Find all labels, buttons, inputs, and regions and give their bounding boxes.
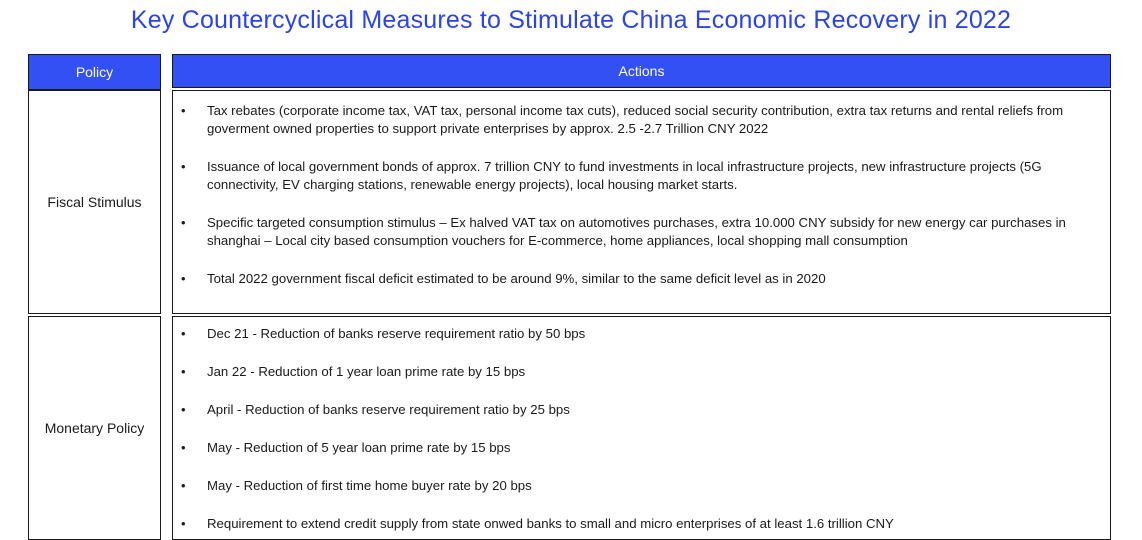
bullet-icon: • <box>181 402 186 417</box>
list-item <box>173 363 1110 381</box>
fiscal-action-text: Tax rebates (corporate income tax, VAT tax, personal income tax cuts), reduced social security contribution, extra tax returns and rental reliefs from goverment owned properties to support private enterprises by approx. 2.5 -2.7 Trillion CNY 2022 <box>207 103 1064 136</box>
list-item <box>173 515 1110 533</box>
monetary-policy-action-list <box>173 317 1110 533</box>
monetary-action-text: Jan 22 - Reduction of 1 year loan prime rate by 15 bps <box>207 364 526 379</box>
bullet-icon: • <box>181 516 186 531</box>
list-item <box>173 270 1110 288</box>
fiscal-stimulus-label: Fiscal Stimulus <box>47 194 142 210</box>
page-title: Key Countercyclical Measures to Stimulate China Economic Recovery in 2022 <box>130 6 1012 34</box>
policy-column-header <box>28 54 161 90</box>
monetary-policy-label-cell <box>28 316 161 540</box>
fiscal-stimulus-actions-cell <box>172 90 1111 314</box>
bullet-icon: • <box>181 440 186 455</box>
fiscal-stimulus-action-list <box>173 91 1110 288</box>
monetary-policy-label: Monetary Policy <box>44 420 145 436</box>
fiscal-action-text: Total 2022 government fiscal deficit estimated to be around 9%, similar to the same deficit level as in 2020 <box>207 271 826 286</box>
list-item <box>173 477 1110 495</box>
list-item <box>173 401 1110 419</box>
monetary-action-text: April - Reduction of banks reserve requirement ratio by 25 bps <box>207 402 570 417</box>
monetary-action-text: Dec 21 - Reduction of banks reserve requirement ratio by 50 bps <box>207 326 586 341</box>
list-item <box>173 439 1110 457</box>
fiscal-action-text: Issuance of local government bonds of approx. 7 trillion CNY to fund investments in local infrastructure projects, new infrastructure projects (5G connectivity, EV charging stations, renewable energy projects), local housing market starts. <box>207 159 1042 192</box>
fiscal-action-text: Specific targeted consumption stimulus – Ex halved VAT tax on automotives purchases, extra 10.000 CNY subsidy for new energy car purchases in shanghai – Local city based consumption vouchers for E-commerce, home appliances, local shopping mall consumption <box>207 215 1066 248</box>
monetary-policy-actions-cell <box>172 316 1111 540</box>
actions-header-label: Actions <box>618 63 665 79</box>
fiscal-stimulus-label-cell <box>28 90 161 314</box>
list-item <box>173 158 1110 194</box>
monetary-action-text: May - Reduction of 5 year loan prime rate by 15 bps <box>207 440 511 455</box>
actions-column-header <box>172 54 1111 88</box>
bullet-icon: • <box>181 271 186 286</box>
bullet-icon: • <box>181 364 186 379</box>
list-item <box>173 102 1110 138</box>
bullet-icon: • <box>181 159 186 174</box>
policy-header-label: Policy <box>75 64 114 80</box>
monetary-action-text: May - Reduction of first time home buyer rate by 20 bps <box>207 478 532 493</box>
list-item <box>173 214 1110 250</box>
bullet-icon: • <box>181 215 186 230</box>
list-item <box>173 325 1110 343</box>
monetary-action-text: Requirement to extend credit supply from state onwed banks to small and micro enterprises of at least 1.6 trillion CNY <box>207 516 894 531</box>
bullet-icon: • <box>181 478 186 493</box>
bullet-icon: • <box>181 103 186 118</box>
bullet-icon: • <box>181 326 186 341</box>
